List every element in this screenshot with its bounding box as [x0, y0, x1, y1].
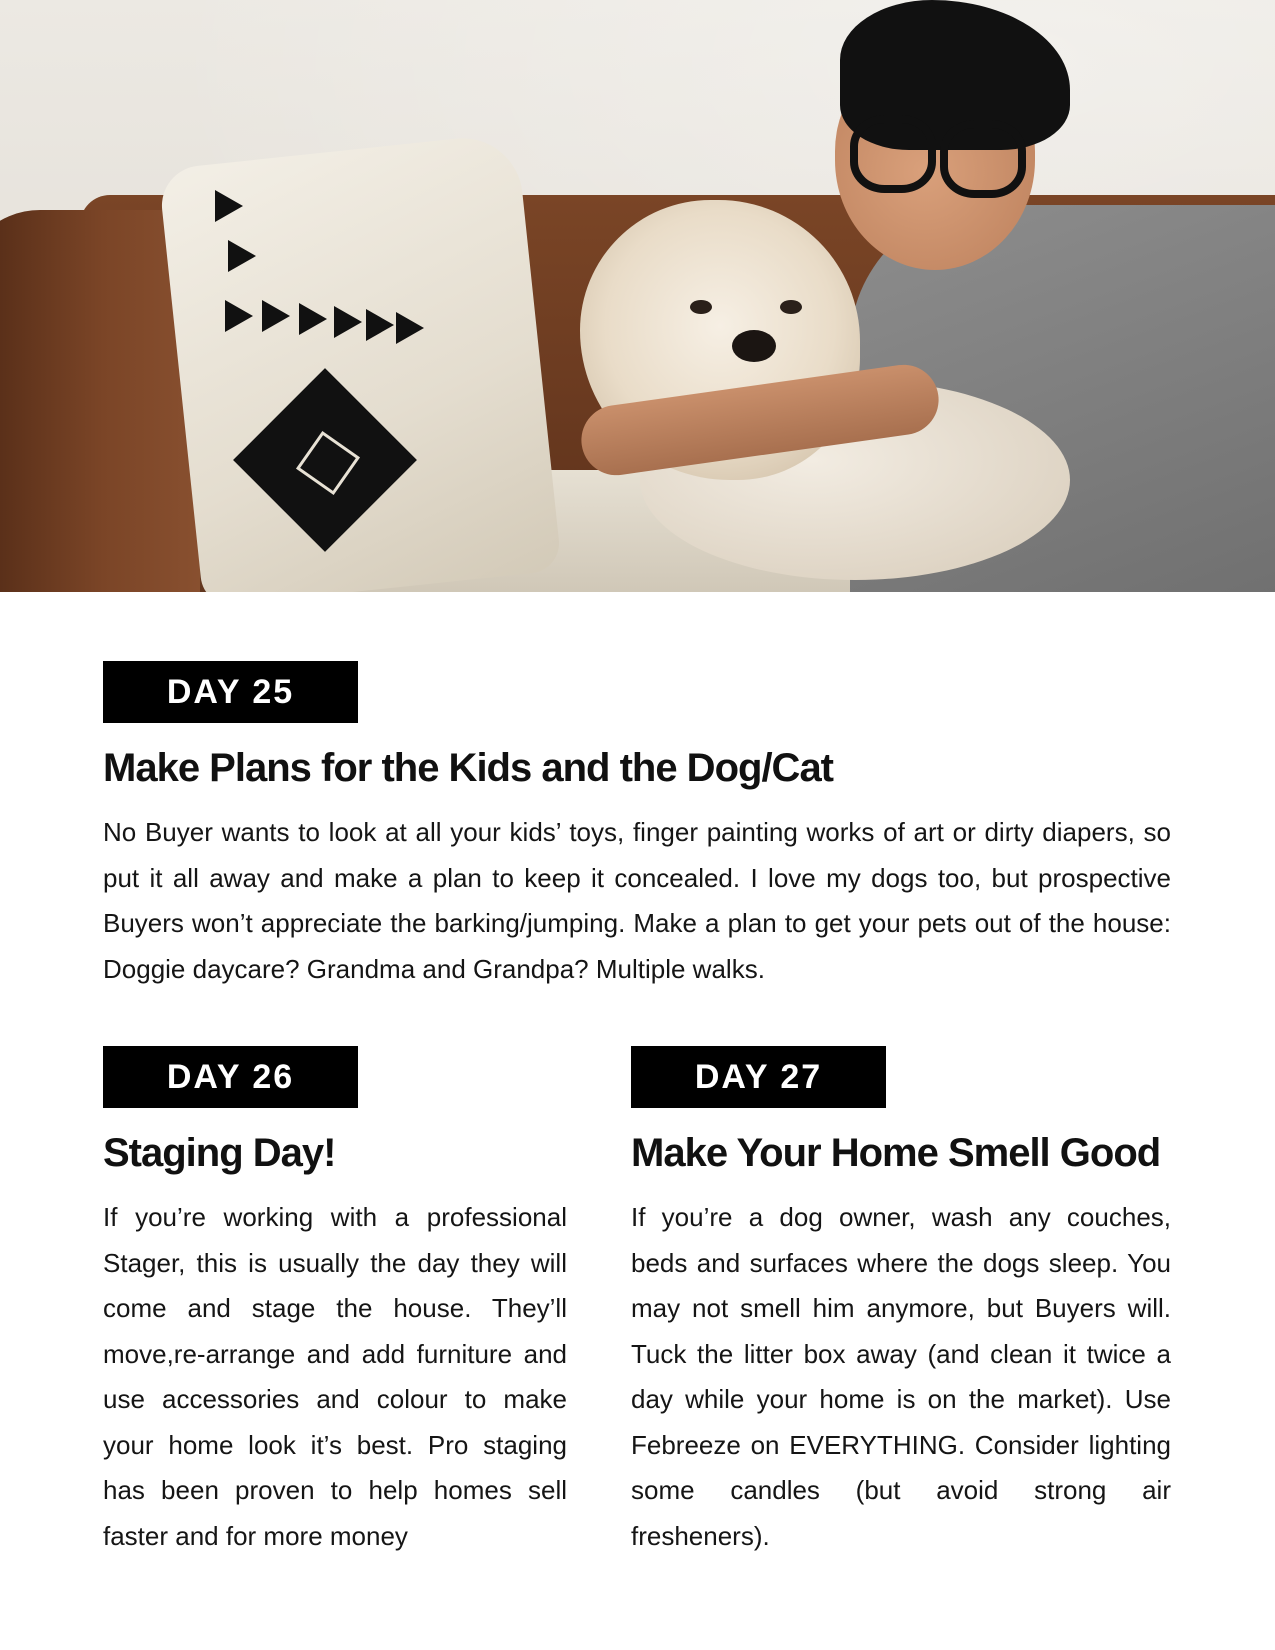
- hero-photo: [0, 0, 1275, 592]
- day-27-heading: Make Your Home Smell Good: [631, 1131, 1161, 1175]
- pillow-pattern-triangle: [215, 190, 243, 222]
- glasses-bridge: [920, 140, 942, 146]
- pillow-pattern-triangle: [225, 300, 253, 332]
- day-27-body: If you’re a dog owner, wash any couches, beds and surfaces where the dogs sleep. You may not smell him anymore, but Buyers will. Tuck the litter box away (and clean it twice a day while your home is on the market). Use Febreeze on EVERYTHING. Consider lighting some candles (but avoid strong air fresheners).: [631, 1202, 1171, 1551]
- pillow-pattern-triangle: [228, 240, 256, 272]
- day-25-heading: Make Plans for the Kids and the Dog/Cat: [103, 746, 834, 790]
- pillow-pattern-triangle: [299, 303, 327, 335]
- day-27-label: DAY 27: [631, 1046, 886, 1108]
- dog-nose: [732, 330, 776, 362]
- glasses-lens: [940, 120, 1026, 198]
- day-26-heading: Staging Day!: [103, 1131, 336, 1175]
- day-25-body: No Buyer wants to look at all your kids’ toys, finger painting works of art or dirty diapers, so put it all away and make a plan to keep it concealed. I love my dogs too, but prospective Buyers won’t appreciate the barking/jumping. Make a plan to get your pets out of the house: Doggie daycare? Grandma and Grandpa? Multiple walks.: [103, 817, 1171, 984]
- glasses-lens: [850, 115, 936, 193]
- day-26-label: DAY 26: [103, 1046, 358, 1108]
- pillow-pattern-triangle: [262, 300, 290, 332]
- dog-eye: [780, 300, 802, 314]
- day-25-label: DAY 25: [103, 661, 358, 723]
- pillow-pattern-triangle: [334, 306, 362, 338]
- pillow-pattern-triangle: [366, 309, 394, 341]
- pillow-pattern-triangle: [396, 312, 424, 344]
- dog-eye: [690, 300, 712, 314]
- day-26-body: If you’re working with a professional Stager, this is usually the day they will come and stage the house. They’ll move,re-arrange and add furniture and use accessories and colour to make your home look it’s best. Pro staging has been proven to help homes sell faster and for more money: [103, 1202, 567, 1551]
